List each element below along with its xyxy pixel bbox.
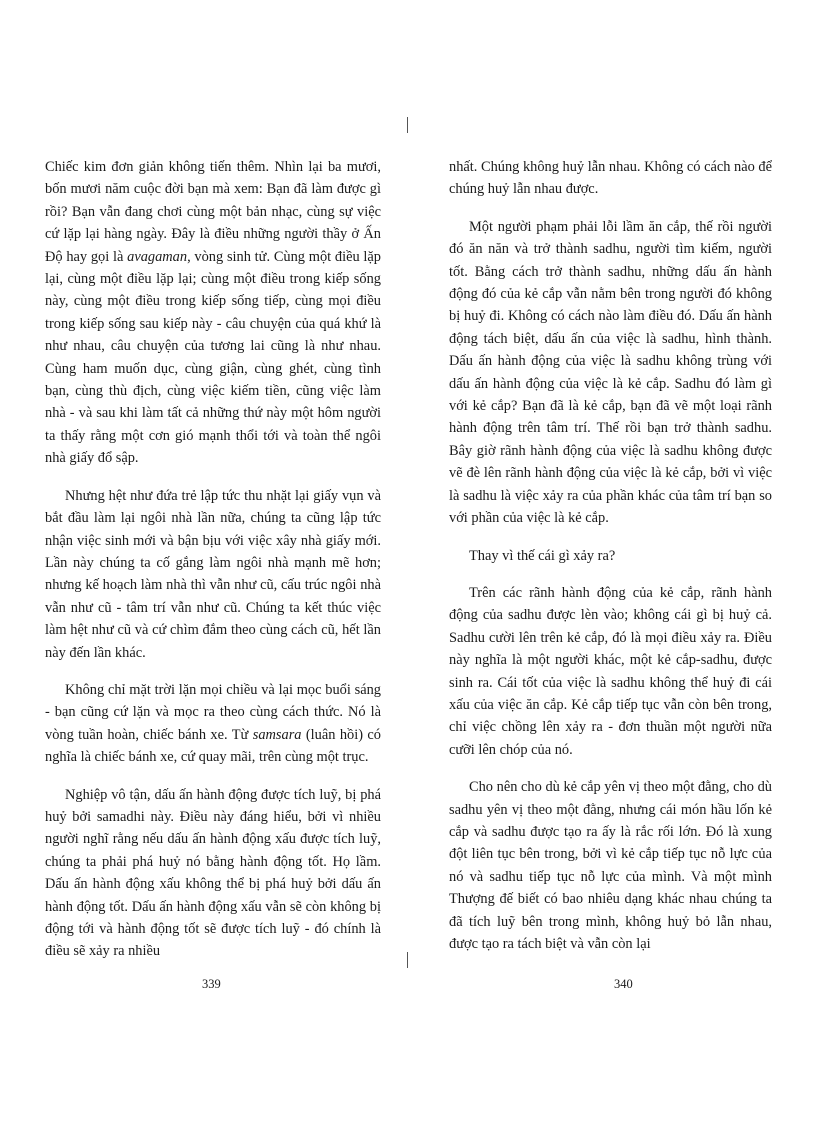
emphasis-term: avagaman <box>127 248 188 265</box>
paragraph: Thay vì thế cái gì xảy ra? <box>469 547 616 564</box>
paragraph: Nghiệp vô tận, dấu ấn hành động được tích luỹ, bị phá huỷ bởi samadhi này. Điều này đáng hiểu, bởi vì nhiều người nghĩ rằng nếu dấu ấn hành động xấu được tích luỹ, chúng ta phải phá huỷ nó bằng hành động tốt. Họ lầm. Dấu ấn hành động xấu không thể bị phá huỷ bởi dấu ấn hành động tốt. Dấu ấn hành động xấu vẫn sẽ còn không bị động tới và hành động tốt sẽ được tích luỹ - đó chính là điều sẽ xảy ra nhiều <box>45 786 381 960</box>
paragraph: Chiếc kim đơn giản không tiến thêm. Nhìn lại ba mươi, bốn mươi năm cuộc đời bạn mà xem: Bạn đã làm được gì rồi? Bạn vẫn đang chơi cùng một bản nhạc, cùng sự việc cứ lặp lại hàng ngày. Đây là điều những người thầy ở Ấn Độ hay gọi là avagaman, vòng sinh tử. Cùng một điều lặp lại, cùng một điều lặp lại; cùng một điều trong kiếp sống này, cùng một điều trong kiếp sống tiếp, cùng mọi điều trong kiếp sống sau kiếp này - câu chuyện của quá khứ là như nhau, câu chuyện của tương lai cũng là như nhau. Cùng ham muốn dục, cùng giận, cùng ghét, cùng tình bạn, cùng thù địch, cùng việc kiếm tiền, cũng việc làm nhà - và sau khi làm tất cả những thứ này một hôm người ta thấy rằng một cơn gió mạnh thổi tới và toàn thể ngôi nhà giấy đổ sập. <box>45 159 381 467</box>
emphasis-term: samsara <box>252 726 302 743</box>
page-number-left: 339 <box>202 977 221 991</box>
page-number-right: 340 <box>614 977 633 991</box>
paragraph: Cho nên cho dù kẻ cắp yên vị theo một đằng, cho dù sadhu yên vị theo một đằng, nhưng cái món hầu lốn kẻ cắp và sadhu được tạo ra ấy là rắc rối lớn. Đó là xung đột liên tục bên trong, bởi vì kẻ cắp tiếp tục nỗ lực của nó và sadhu tiếp tục nỗ lực của mình. Và một mình Thượng đế biết có bao nhiêu dạng khác nhau chúng ta đã tích luỹ bên trong mình, không huỷ bỏ lẫn nhau, được tạo ra tách biệt và vẫn còn lại <box>449 779 772 952</box>
paragraph: Một người phạm phải lỗi lầm ăn cắp, thế rồi người đó ăn năn và trở thành sadhu, người tìm kiếm, người tốt. Bằng cách trở thành sadhu, những dấu ấn hành động đó của kẻ cắp vẫn nằm bên trong người đó không bị huỷ đi. Không có cách nào làm điều đó. Dấu ấn hành động tách biệt, dấu ấn của việc là sadhu, hình thành. Dấu ấn hành động của việc là sadhu không trùng với dấu ấn hành động của việc là kẻ cắp. Sadhu đó làm gì với kẻ cắp? Bạn đã là kẻ cắp, bạn đã vẽ một loại rãnh hành động trên tâm trí. Thế rồi bạn trở thành sadhu. Bây giờ rãnh hành động của việc là sadhu không được vẽ đè lên rãnh hành động của việc là kẻ cắp, bởi vì việc là sadhu là việc xảy ra của phần khác của tâm trí bạn so với phần của việc là kẻ cắp. <box>449 218 772 527</box>
gutter-mark-top <box>407 117 408 133</box>
left-page-text <box>45 156 381 978</box>
gutter-mark-bottom <box>407 952 408 968</box>
paragraph: Trên các rãnh hành động của kẻ cắp, rãnh hành động của sadhu được lèn vào; không cái gì bị huỷ cả. Sadhu cười lên trên kẻ cắp, đó là mọi điều xảy ra. Điều này nghĩa là một người khác, một kẻ cắp-sadhu, được sinh ra. Cái tốt của việc là sadhu không thể huỷ đi cái xấu của việc ăn cắp. Kẻ cắp tiếp tục vẫn còn bên trong, chỉ việc chồng lên xảy ra - đơn thuần một người nữa cưỡi lên chóp của nó. <box>449 584 772 758</box>
paragraph: nhất. Chúng không huỷ lẫn nhau. Không có cách nào để chúng huỷ lẫn nhau được. <box>449 159 772 198</box>
paragraph: Nhưng hệt như đứa trẻ lập tức thu nhặt lại giấy vụn và bắt đầu làm lại ngôi nhà lần nữa, chúng ta cũng lập tức nhận việc sinh mới và bận bịu với việc xây nhà giấy mới. Lần này chúng ta cố gắng làm ngôi nhà mạnh mẽ hơn; nhưng kế hoạch làm nhà thì vẫn như cũ, cấu trúc ngôi nhà vẫn như cũ - tâm trí vẫn như cũ. Chúng ta kết thúc việc làm hệt như cũ và cứ chìm đắm theo cùng cách cũ, hết lần này đến lần khác. <box>45 487 381 661</box>
paragraph: Không chỉ mặt trời lặn mọi chiều và lại mọc buổi sáng - bạn cũng cứ lặn và mọc ra theo cùng cách thức. Nó là vòng tuần hoàn, chiếc bánh xe. Từ samsara (luân hồi) có nghĩa là chiếc bánh xe, cứ quay mãi, trên cùng một trục. <box>45 681 382 766</box>
right-page-text <box>449 156 772 970</box>
